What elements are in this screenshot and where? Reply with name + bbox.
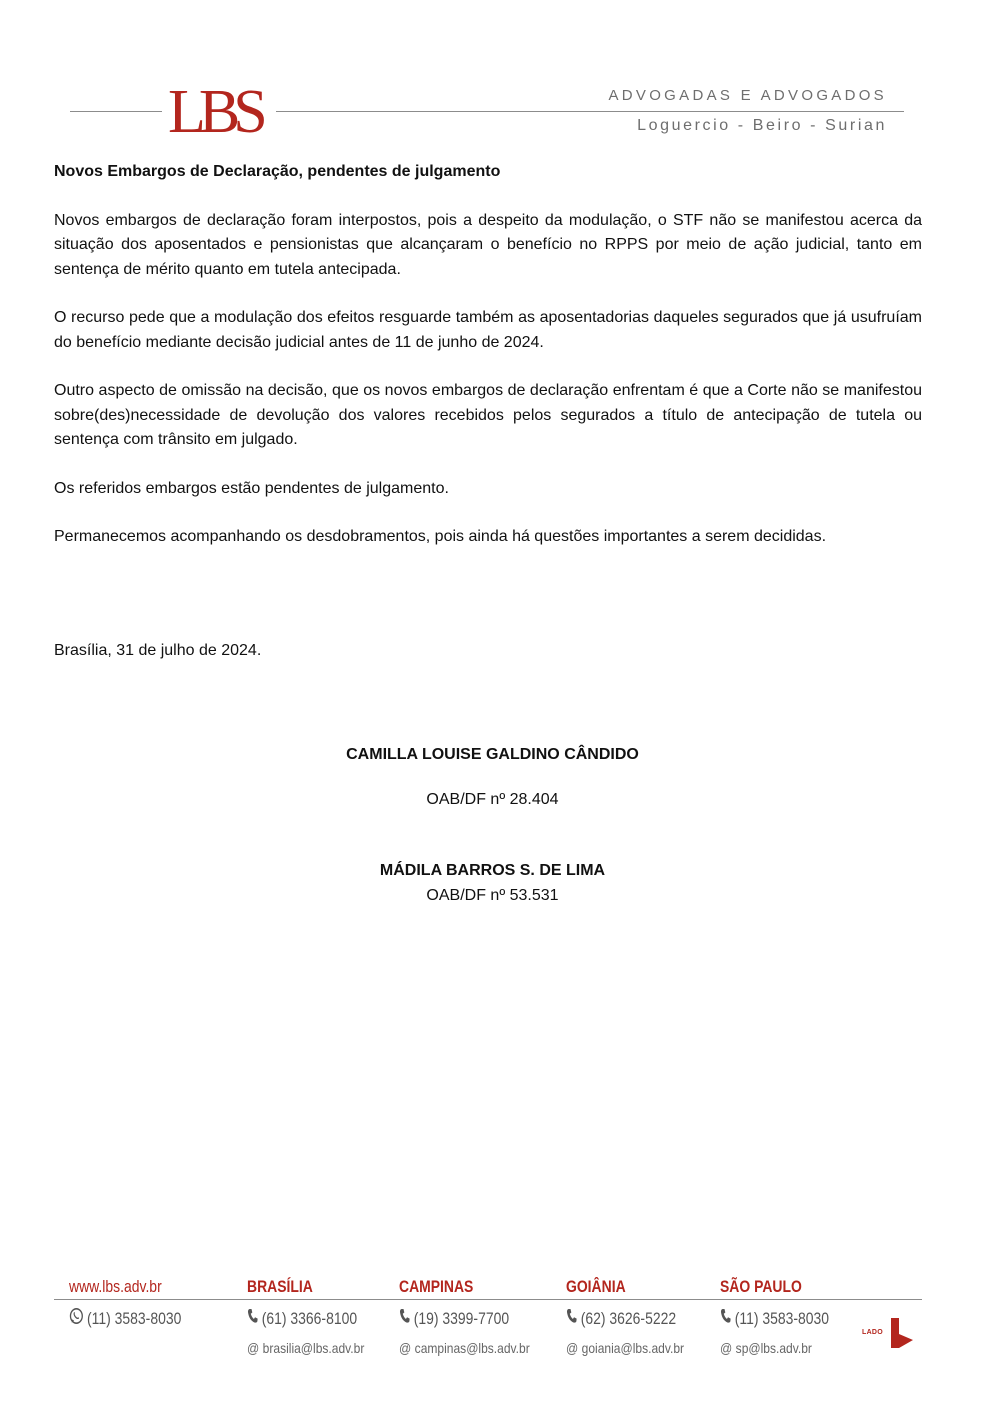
office-phone [566,1308,679,1330]
signature-name-2: MÁDILA BARROS S. DE LIMA [379,862,606,879]
office-phone-text: (19) 3399-7700 [413,1309,510,1328]
office-email[interactable] [399,1338,530,1358]
lado-seal [862,1316,914,1352]
date-line: Brasília, 31 de julho de 2024. [54,642,262,659]
lbs-logo: LBS [168,78,261,146]
office-email-text: brasilia@lbs.adv.br [262,1340,365,1356]
paragraph-2: O recurso pede que a modulação dos efeitos resguarde também as aposentadorias daqueles segurados que já usufruíam do benefício mediante decisão judicial antes de 11 de junho de 2024. [54,309,922,351]
office-email-text: sp@lbs.adv.br [735,1340,812,1356]
footer-office-goiania [566,1276,703,1358]
paragraph-4: Os referidos embargos estão pendentes de julgamento. [54,479,449,497]
at-icon: @ [720,1340,733,1356]
office-email[interactable] [566,1338,684,1358]
office-phone-text: (61) 3366-8100 [261,1309,358,1328]
header-rule-left [70,111,162,112]
paragraph-3: Outro aspecto de omissão na decisão, que os novos embargos de declaração enfrentam é que a Corte não se manifestou sobre(des)necessidade de devolução dos valores recebidos pelos segurados a título de antecipação de tutela ou sentença com trânsito em julgado. [54,382,922,448]
at-icon: @ [247,1340,260,1356]
document-title: Novos Embargos de Declaração, pendentes de julgamento [54,163,501,180]
header-tagline-bottom: Loguercio - Beiro - Surian [637,117,887,134]
office-phone-text: (62) 3626-5222 [580,1309,677,1328]
at-icon: @ [566,1340,579,1356]
office-email-text: goiania@lbs.adv.br [581,1340,685,1356]
office-phone [247,1308,359,1330]
signature-oab-1: OAB/DF nº 28.404 [426,791,559,808]
document-body [54,160,922,550]
phone-icon [566,1308,577,1330]
signature-name-1: CAMILLA LOUISE GALDINO CÂNDIDO [346,746,639,763]
header-rule [276,111,904,112]
website-link[interactable]: www.lbs.adv.br [69,1277,162,1296]
header-tagline-top: ADVOGADAS E ADVOGADOS [608,87,887,104]
footer-office-campinas [399,1276,551,1358]
office-phone [399,1308,524,1330]
phone-icon [399,1308,410,1330]
footer-office-sao-paulo [720,1276,853,1358]
phone-icon [720,1308,731,1330]
paragraph-5: Permanecemos acompanhando os desdobramentos, pois ainda há questões importantes a serem decididas. [54,528,827,545]
lado-mark-icon [889,1316,915,1352]
lado-seal-text: LADO [862,1329,884,1336]
signature-oab-2: OAB/DF nº 53.531 [426,887,559,904]
whatsapp-icon [69,1307,84,1331]
office-phone-text: (11) 3583-8030 [734,1309,830,1328]
main-phone-text: (11) 3583-8030 [87,1309,182,1328]
office-city: GOIÂNIA [566,1277,626,1296]
office-city: SÃO PAULO [720,1277,802,1296]
at-icon: @ [399,1340,412,1356]
phone-icon [247,1308,258,1330]
footer-main-column [69,1276,206,1330]
office-email-text: campinas@lbs.adv.br [414,1340,530,1356]
office-email[interactable] [247,1338,364,1358]
footer-office-brasilia [247,1276,383,1358]
main-phone [69,1308,181,1330]
office-phone [720,1308,829,1330]
office-city: CAMPINAS [399,1277,474,1296]
office-email[interactable] [720,1338,834,1358]
office-city: BRASÍLIA [247,1277,313,1296]
paragraph-1: Novos embargos de declaração foram interpostos, pois a despeito da modulação, o STF não se manifestou acerca da situação dos aposentados e pensionistas que alcançaram o benefício no RPPS por meio de ação judicial, tanto em sentença de mérito quanto em tutela antecipada. [54,211,922,278]
